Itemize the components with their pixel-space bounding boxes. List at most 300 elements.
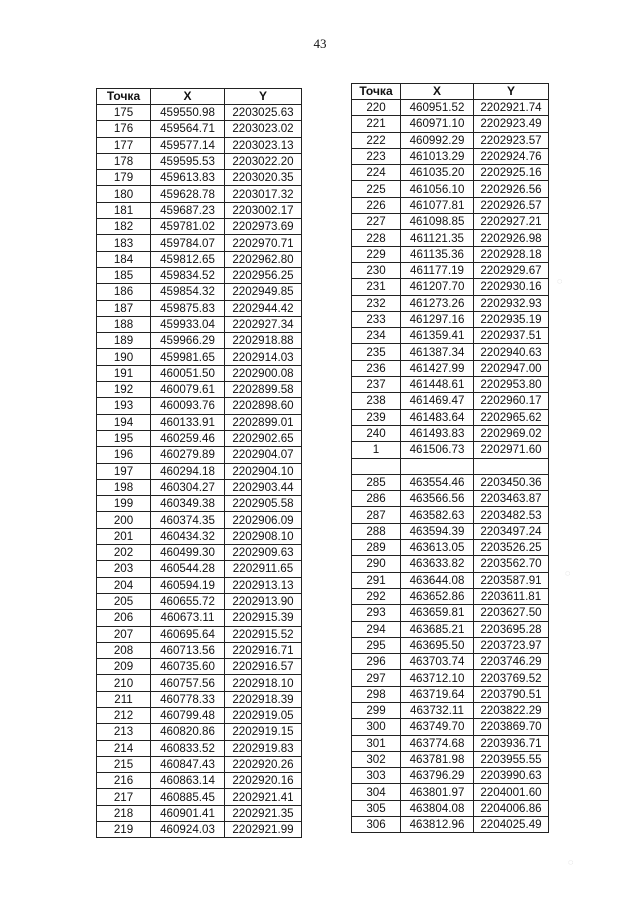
cell-x: 459854.32 (151, 284, 225, 300)
cell-point: 188 (97, 316, 151, 332)
table-row (352, 409, 549, 425)
cell-point: 195 (97, 430, 151, 446)
cell-y: 2203020.35 (225, 170, 302, 186)
cell-x: 459933.04 (151, 316, 225, 332)
cell-y: 2202915.39 (225, 610, 302, 626)
cell-y: 2203822.29 (474, 702, 549, 718)
cell-point: 176 (97, 121, 151, 137)
table-row (352, 751, 549, 767)
table-row (352, 214, 549, 230)
cell-y: 2203790.51 (474, 686, 549, 702)
cell-point: 218 (97, 805, 151, 821)
cell-x: 461483.64 (401, 409, 474, 425)
cell-x: 459595.53 (151, 153, 225, 169)
cell-y: 2202918.10 (225, 675, 302, 691)
table-row (97, 463, 302, 479)
table-row (352, 442, 549, 458)
cell-y: 2202921.99 (225, 822, 302, 838)
cell-x: 463812.96 (401, 817, 474, 833)
cell-y: 2202921.35 (225, 805, 302, 821)
cell-x: 463633.82 (401, 556, 474, 572)
cell-x: 460971.10 (401, 116, 474, 132)
cell-y: 2202904.07 (225, 447, 302, 463)
table-row (352, 654, 549, 670)
table-row (97, 528, 302, 544)
cell-y: 2203450.36 (474, 474, 549, 490)
table-row (97, 479, 302, 495)
table-row (352, 230, 549, 246)
cell-y: 2202924.76 (474, 148, 549, 164)
table-row (97, 561, 302, 577)
table-row (352, 116, 549, 132)
cell-x: 459550.98 (151, 105, 225, 121)
cell-x: 459784.07 (151, 235, 225, 251)
cell-y: 2202947.00 (474, 360, 549, 376)
cell-x: 461207.70 (401, 279, 474, 295)
table-row (352, 556, 549, 572)
table-row (97, 349, 302, 365)
cell-x: 461077.81 (401, 197, 474, 213)
scan-mark: ◌ (568, 857, 574, 867)
cell-point: 182 (97, 219, 151, 235)
header-x: X (151, 89, 225, 105)
cell-y: 2202913.13 (225, 577, 302, 593)
cell-point: 178 (97, 153, 151, 169)
cell-y: 2202908.10 (225, 528, 302, 544)
cell-x: 461427.99 (401, 360, 474, 376)
table-row (97, 707, 302, 723)
cell-point: 175 (97, 105, 151, 121)
cell-point: 239 (352, 409, 401, 425)
cell-x: 461177.19 (401, 262, 474, 278)
cell-x: 460695.64 (151, 626, 225, 642)
cell-point: 207 (97, 626, 151, 642)
cell-y: 2202920.16 (225, 773, 302, 789)
cell-point: 225 (352, 181, 401, 197)
cell-x: 460863.14 (151, 773, 225, 789)
cell-point: 194 (97, 414, 151, 430)
cell-x: 460924.03 (151, 822, 225, 838)
cell-y: 2202903.44 (225, 479, 302, 495)
cell-x: 460133.91 (151, 414, 225, 430)
table-row (352, 768, 549, 784)
cell-point: 290 (352, 556, 401, 572)
cell-point: 226 (352, 197, 401, 213)
cell-x: 460885.45 (151, 789, 225, 805)
cell-y: 2202899.01 (225, 414, 302, 430)
table-row (352, 540, 549, 556)
cell-point: 306 (352, 817, 401, 833)
table-row (352, 719, 549, 735)
table-row (352, 735, 549, 751)
cell-x: 459628.78 (151, 186, 225, 202)
cell-point: 180 (97, 186, 151, 202)
cell-x: 459687.23 (151, 202, 225, 218)
cell-y: 2202911.65 (225, 561, 302, 577)
table-row (352, 637, 549, 653)
cell-x: 460673.11 (151, 610, 225, 626)
table-row (352, 377, 549, 393)
cell-point: 193 (97, 398, 151, 414)
table-row (97, 235, 302, 251)
cell-y: 2203627.50 (474, 605, 549, 621)
table-row (97, 382, 302, 398)
cell-y: 2203587.91 (474, 572, 549, 588)
cell-x: 461448.61 (401, 377, 474, 393)
cell-point: 212 (97, 707, 151, 723)
cell-x: 463774.68 (401, 735, 474, 751)
cell-x: 460499.30 (151, 545, 225, 561)
cell-y: 2202905.58 (225, 496, 302, 512)
cell-y: 2202962.80 (225, 251, 302, 267)
cell-point: 213 (97, 724, 151, 740)
cell-x: 460093.76 (151, 398, 225, 414)
table-row (352, 425, 549, 441)
cell-x: 459981.65 (151, 349, 225, 365)
cell-y: 2202923.49 (474, 116, 549, 132)
cell-x: 460434.32 (151, 528, 225, 544)
cell-point: 232 (352, 295, 401, 311)
cell-y: 2204025.49 (474, 817, 549, 833)
cell-point: 198 (97, 479, 151, 495)
cell-y: 2203023.02 (225, 121, 302, 137)
cell-y (474, 458, 549, 474)
cell-y: 2202919.05 (225, 707, 302, 723)
cell-y: 2202921.74 (474, 100, 549, 116)
cell-x: 459781.02 (151, 219, 225, 235)
table-row (97, 545, 302, 561)
cell-y: 2203002.17 (225, 202, 302, 218)
cell-point: 295 (352, 637, 401, 653)
cell-x: 461359.41 (401, 328, 474, 344)
cell-y: 2203562.70 (474, 556, 549, 572)
table-row (352, 686, 549, 702)
cell-x: 461098.85 (401, 214, 474, 230)
scan-mark: ◌ (565, 568, 571, 578)
cell-y: 2202932.93 (474, 295, 549, 311)
cell-y: 2202949.85 (225, 284, 302, 300)
cell-y: 2202926.57 (474, 197, 549, 213)
header-x: X (401, 84, 474, 100)
cell-x: 463685.21 (401, 621, 474, 637)
cell-y: 2202929.67 (474, 262, 549, 278)
table-row (352, 360, 549, 376)
table-row (97, 219, 302, 235)
cell-y: 2203611.81 (474, 588, 549, 604)
table-row (352, 523, 549, 539)
cell-x: 463582.63 (401, 507, 474, 523)
cell-point: 209 (97, 659, 151, 675)
table-row (352, 132, 549, 148)
cell-x: 459812.65 (151, 251, 225, 267)
cell-point: 298 (352, 686, 401, 702)
cell-x: 460713.56 (151, 642, 225, 658)
cell-y: 2203869.70 (474, 719, 549, 735)
cell-point: 240 (352, 425, 401, 441)
cell-x: 460594.19 (151, 577, 225, 593)
cell-x: 460992.29 (401, 132, 474, 148)
cell-point: 185 (97, 267, 151, 283)
cell-point: 288 (352, 523, 401, 539)
cell-point: 183 (97, 235, 151, 251)
cell-x: 461035.20 (401, 165, 474, 181)
cell-point: 304 (352, 784, 401, 800)
cell-y: 2202969.02 (474, 425, 549, 441)
cell-point: 228 (352, 230, 401, 246)
cell-point: 224 (352, 165, 401, 181)
cell-point: 285 (352, 474, 401, 490)
cell-x: 461297.16 (401, 311, 474, 327)
table-row (97, 447, 302, 463)
cell-y: 2202953.80 (474, 377, 549, 393)
cell-y: 2202960.17 (474, 393, 549, 409)
table-row (97, 398, 302, 414)
cell-x: 460279.89 (151, 447, 225, 463)
cell-x: 460799.48 (151, 707, 225, 723)
cell-y: 2203695.28 (474, 621, 549, 637)
cell-point: 286 (352, 491, 401, 507)
table-row (97, 333, 302, 349)
cell-x: 463801.97 (401, 784, 474, 800)
table-row (97, 137, 302, 153)
cell-point: 210 (97, 675, 151, 691)
cell-point: 199 (97, 496, 151, 512)
cell-x: 463703.74 (401, 654, 474, 670)
cell-y: 2203023.13 (225, 137, 302, 153)
cell-point: 287 (352, 507, 401, 523)
cell-y: 2203955.55 (474, 751, 549, 767)
cell-point: 181 (97, 202, 151, 218)
cell-point: 223 (352, 148, 401, 164)
cell-x: 460349.38 (151, 496, 225, 512)
table-row (352, 458, 549, 474)
cell-y: 2202923.57 (474, 132, 549, 148)
cell-x: 459875.83 (151, 300, 225, 316)
cell-point: 291 (352, 572, 401, 588)
cell-y: 2203482.53 (474, 507, 549, 523)
table-row (352, 817, 549, 833)
cell-y: 2202927.21 (474, 214, 549, 230)
cell-x: 459564.71 (151, 121, 225, 137)
cell-point: 299 (352, 702, 401, 718)
cell-y: 2203936.71 (474, 735, 549, 751)
cell-x: 460820.86 (151, 724, 225, 740)
cell-point: 302 (352, 751, 401, 767)
cell-y: 2202916.57 (225, 659, 302, 675)
cell-y: 2203769.52 (474, 670, 549, 686)
coordinates-table-right (351, 83, 549, 833)
table-row (97, 593, 302, 609)
table-row (97, 170, 302, 186)
table-row (97, 267, 302, 283)
cell-x: 461013.29 (401, 148, 474, 164)
cell-point: 187 (97, 300, 151, 316)
table-row (352, 100, 549, 116)
cell-point: 292 (352, 588, 401, 604)
cell-point (352, 458, 401, 474)
table-row (352, 507, 549, 523)
table-row (352, 621, 549, 637)
cell-x: 463554.46 (401, 474, 474, 490)
cell-point: 201 (97, 528, 151, 544)
cell-point: 227 (352, 214, 401, 230)
cell-x: 463659.81 (401, 605, 474, 621)
header-y: Y (474, 84, 549, 100)
cell-y: 2203990.63 (474, 768, 549, 784)
cell-y: 2202930.16 (474, 279, 549, 295)
table-row (352, 246, 549, 262)
cell-point: 289 (352, 540, 401, 556)
cell-y: 2202973.69 (225, 219, 302, 235)
cell-point: 192 (97, 382, 151, 398)
cell-point: 208 (97, 642, 151, 658)
cell-y: 2203022.20 (225, 153, 302, 169)
cell-y: 2202918.39 (225, 691, 302, 707)
table-row (97, 512, 302, 528)
cell-point: 296 (352, 654, 401, 670)
cell-y: 2202904.10 (225, 463, 302, 479)
cell-y: 2202926.56 (474, 181, 549, 197)
cell-point: 293 (352, 605, 401, 621)
header-point: Точка (97, 89, 151, 105)
cell-x: 463644.08 (401, 572, 474, 588)
cell-y: 2202918.88 (225, 333, 302, 349)
scan-mark: ◌ (557, 276, 563, 286)
cell-x: 461469.47 (401, 393, 474, 409)
cell-y: 2202921.41 (225, 789, 302, 805)
cell-y: 2202916.71 (225, 642, 302, 658)
cell-y: 2202920.26 (225, 756, 302, 772)
cell-point: 294 (352, 621, 401, 637)
cell-x: 459966.29 (151, 333, 225, 349)
cell-x: 460757.56 (151, 675, 225, 691)
cell-x: 460833.52 (151, 740, 225, 756)
cell-y: 2202909.63 (225, 545, 302, 561)
cell-point: 220 (352, 100, 401, 116)
cell-point: 1 (352, 442, 401, 458)
table-row (97, 316, 302, 332)
table-row (97, 365, 302, 381)
cell-point: 200 (97, 512, 151, 528)
cell-x: 459577.14 (151, 137, 225, 153)
cell-point: 231 (352, 279, 401, 295)
cell-x: 461506.73 (401, 442, 474, 458)
header-y: Y (225, 89, 302, 105)
cell-y: 2203723.97 (474, 637, 549, 653)
cell-point: 217 (97, 789, 151, 805)
header-point: Точка (352, 84, 401, 100)
table-row (352, 344, 549, 360)
cell-y: 2204001.60 (474, 784, 549, 800)
table-row (97, 202, 302, 218)
cell-x: 461273.26 (401, 295, 474, 311)
cell-x: 460901.41 (151, 805, 225, 821)
cell-y: 2202928.18 (474, 246, 549, 262)
cell-x: 463781.98 (401, 751, 474, 767)
cell-point: 300 (352, 719, 401, 735)
table-row (352, 165, 549, 181)
table-row (97, 153, 302, 169)
cell-x: 460304.27 (151, 479, 225, 495)
table-row (97, 300, 302, 316)
cell-x: 461121.35 (401, 230, 474, 246)
cell-point: 202 (97, 545, 151, 561)
table-row (352, 784, 549, 800)
cell-y: 2203025.63 (225, 105, 302, 121)
cell-point: 177 (97, 137, 151, 153)
table-row (97, 186, 302, 202)
cell-y: 2202925.16 (474, 165, 549, 181)
cell-x: 460079.61 (151, 382, 225, 398)
cell-point: 305 (352, 800, 401, 816)
cell-point: 235 (352, 344, 401, 360)
cell-y: 2202940.63 (474, 344, 549, 360)
cell-y: 2202937.51 (474, 328, 549, 344)
cell-y: 2202927.34 (225, 316, 302, 332)
header-row (352, 84, 549, 100)
cell-y: 2202915.52 (225, 626, 302, 642)
table-row (97, 789, 302, 805)
table-row (97, 691, 302, 707)
cell-y: 2202971.60 (474, 442, 549, 458)
table-row (97, 773, 302, 789)
cell-x: 460544.28 (151, 561, 225, 577)
cell-point: 303 (352, 768, 401, 784)
table-row (352, 572, 549, 588)
cell-x: 460778.33 (151, 691, 225, 707)
cell-y: 2203497.24 (474, 523, 549, 539)
table-row (97, 414, 302, 430)
table-row (97, 496, 302, 512)
table-row (352, 197, 549, 213)
cell-x: 460847.43 (151, 756, 225, 772)
cell-x: 463719.64 (401, 686, 474, 702)
cell-y: 2202914.03 (225, 349, 302, 365)
table-row (352, 588, 549, 604)
table-row (97, 430, 302, 446)
cell-point: 237 (352, 377, 401, 393)
cell-x: 459834.52 (151, 267, 225, 283)
table-row (97, 822, 302, 838)
cell-point: 190 (97, 349, 151, 365)
cell-x: 459613.83 (151, 170, 225, 186)
table-row (352, 148, 549, 164)
cell-y: 2202956.25 (225, 267, 302, 283)
cell-point: 205 (97, 593, 151, 609)
cell-point: 196 (97, 447, 151, 463)
table-row (352, 605, 549, 621)
cell-y: 2202900.08 (225, 365, 302, 381)
cell-y: 2202965.62 (474, 409, 549, 425)
cell-x: 460735.60 (151, 659, 225, 675)
cell-point: 184 (97, 251, 151, 267)
cell-x: 461135.36 (401, 246, 474, 262)
cell-x: 460374.35 (151, 512, 225, 528)
cell-y: 2202899.58 (225, 382, 302, 398)
cell-point: 297 (352, 670, 401, 686)
page-number: 43 (313, 36, 327, 51)
cell-x: 460951.52 (401, 100, 474, 116)
table-row (97, 756, 302, 772)
cell-x (401, 458, 474, 474)
coordinates-table-left (96, 88, 302, 838)
cell-y: 2202970.71 (225, 235, 302, 251)
cell-y: 2202919.15 (225, 724, 302, 740)
table-row (97, 610, 302, 626)
table-row (97, 121, 302, 137)
cell-x: 463749.70 (401, 719, 474, 735)
cell-point: 236 (352, 360, 401, 376)
